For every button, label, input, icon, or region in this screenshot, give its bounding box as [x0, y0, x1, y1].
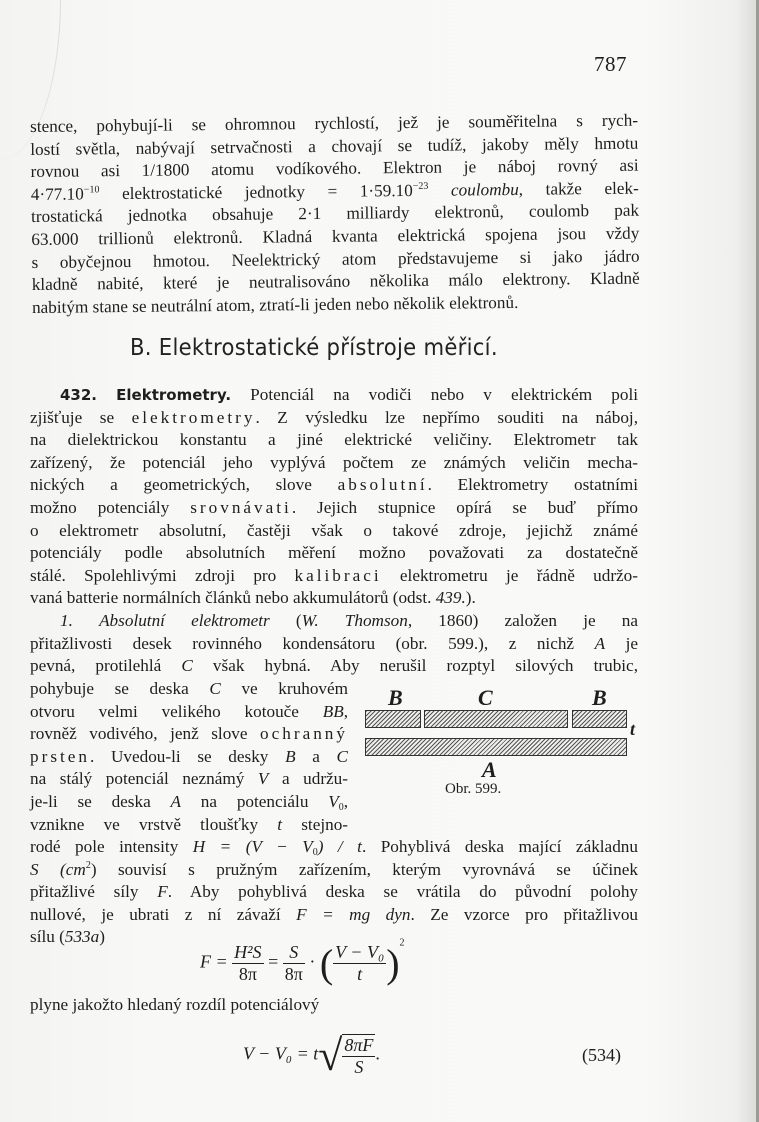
cross-reference: 533a	[64, 927, 100, 947]
text: . Ze vzorce pro přitažlivou	[410, 904, 639, 924]
formula-intro-text	[30, 994, 638, 1017]
cross-reference: 439.	[435, 588, 466, 608]
inline-equation: F = mg dyn	[296, 904, 411, 924]
text-line: kladně nabité, které je neutralisováno několika málo elektrony. Kladně	[31, 268, 640, 295]
fraction	[333, 942, 386, 985]
text: ve kruhovém	[220, 679, 348, 698]
text-line	[30, 768, 348, 791]
text: ,	[343, 701, 348, 721]
text-line	[30, 701, 348, 724]
fraction	[232, 942, 263, 985]
text-line	[30, 407, 638, 430]
numerator: H²S	[234, 942, 262, 962]
fraction	[342, 1034, 375, 1078]
inline-equation: H = (V − V	[192, 837, 313, 856]
text-line	[30, 384, 638, 407]
text: přitažlivé síly	[30, 882, 158, 902]
item-number: 1.	[60, 610, 73, 630]
text-line	[30, 746, 348, 769]
text: . Uvedou-li se desky	[90, 746, 286, 766]
numerator: S	[283, 942, 305, 964]
text-line	[30, 587, 638, 610]
text-line	[30, 610, 638, 633]
variable: C	[209, 679, 221, 698]
text: pevná, protilehlá	[30, 656, 182, 676]
label-ring-left: B	[388, 685, 403, 710]
emphasis: ochranný	[260, 724, 348, 744]
text-line: stence, pohybují-li se ohromnou rychlostí, jež je souměřitelna s rych-	[30, 110, 639, 136]
text: )	[90, 859, 97, 879]
guard-ring-right-plate	[572, 710, 627, 728]
text: souvisí s pružným zařízením, kterým vyrovnává se účinek	[96, 859, 639, 879]
text: přitažlivosti desek rovinného kondensátoru (obr. 599.), z nichž	[30, 633, 595, 653]
variable: F	[157, 882, 168, 902]
text: otvoru velmi velikého kotouče	[30, 701, 323, 721]
variable: V	[328, 791, 339, 811]
text-line	[30, 859, 638, 882]
text: )	[99, 927, 105, 947]
emphasis: srovnávati	[190, 497, 292, 517]
denominator: 8π	[284, 964, 303, 984]
variable: C	[336, 746, 348, 766]
text: pohybuje se deska	[30, 679, 210, 698]
text-line	[30, 723, 348, 746]
emphasis: kalibraci	[294, 565, 382, 585]
unit: (cm	[38, 859, 86, 879]
paren-close: )	[386, 941, 400, 986]
text: nullové, je ubrati z ní závaží	[30, 904, 297, 924]
text-line	[30, 497, 638, 520]
text-line	[30, 474, 638, 497]
equation-number: (534)	[582, 1045, 621, 1065]
text-line: potenciály podle absolutních měření možno považovati za dostatečně	[30, 543, 638, 563]
text: elektrostatické jednotky = 1·59.10	[99, 180, 413, 204]
variable: A	[594, 633, 606, 653]
text-line	[30, 836, 638, 859]
paragraph-force	[30, 836, 638, 949]
text: však hybná. Aby nerušil rozptyl silových trubic,	[192, 656, 638, 676]
multiply-dot: ·	[309, 951, 316, 972]
formula-lhs: F =	[200, 951, 228, 972]
equals-sign: =	[268, 951, 279, 972]
text: . Jejich stupnice opírá se buď přímo	[291, 497, 638, 517]
text-line: o elektrometr absolutní, častěji však o takové zdroje, jejichž známé	[30, 520, 638, 540]
text-line: zařízený, že potenciál jeho vyplývá počtem ze známých veličin mecha-	[30, 452, 638, 472]
variable: BB	[322, 701, 344, 721]
emphasis: prsten	[30, 746, 91, 766]
text: je-li se deska	[30, 791, 171, 811]
exponent: −23	[412, 180, 429, 192]
movable-plate-c	[424, 710, 568, 728]
label-ring-right: B	[592, 685, 607, 710]
text-line: 63.000 trillionů elektronů. Kladná kvanta elektrická spojena jsou vždy	[31, 223, 640, 249]
unit: coulombu	[428, 179, 519, 200]
formula-lhs: V − V₀ = t	[243, 1043, 319, 1064]
text: , 1860) založen je na	[407, 610, 638, 630]
label-plate-c: C	[478, 685, 493, 710]
text: nických a geometrických, slove	[30, 475, 338, 495]
numerator: 8πF	[344, 1034, 374, 1055]
text-line	[30, 904, 638, 927]
text-line: rovnou asi 1/1800 atomu vodíkového. Elektron je náboj rovný asi	[30, 155, 639, 182]
formula-force	[200, 937, 405, 987]
variable: A	[170, 791, 182, 811]
text: a udržu-	[268, 769, 348, 789]
text-line	[30, 881, 638, 904]
text: (	[269, 610, 302, 630]
text: stálé. Spolehlivými zdroji pro	[30, 565, 295, 585]
section-number: 432.	[60, 386, 98, 404]
text: zjišťuje se	[30, 407, 132, 427]
text: stejno-	[282, 814, 349, 834]
variable: t	[277, 814, 283, 834]
text-line: na dielektrickou konstantu a jiné elektrické veličiny. Elektrometr tak	[30, 430, 638, 450]
denominator: t	[357, 964, 363, 984]
inline-equation: ) / t	[317, 837, 362, 856]
paragraph-electrons	[30, 110, 640, 320]
text: , takže elek-	[518, 178, 639, 199]
label-plate-a: A	[482, 757, 497, 782]
fraction	[283, 942, 305, 985]
paren-open: (	[319, 941, 334, 986]
text-line	[30, 814, 348, 837]
section-heading: B. Elektrostatické přístroje měřicí.	[130, 335, 498, 361]
number: 4·77.10	[30, 184, 84, 204]
guard-ring-left-plate	[365, 710, 421, 728]
section-432-text	[30, 384, 638, 678]
text: . Pohyblivá deska mající základnu	[361, 837, 638, 856]
text: . Elektrometry ostatními	[427, 475, 638, 495]
text-line: nabitým stane se neutrální atom, ztratí-li jeden nebo několik elektronů.	[31, 292, 519, 317]
figure-caption: Obr. 599.	[445, 781, 502, 797]
denominator: S	[354, 1056, 364, 1077]
figure-wrap-text	[30, 678, 348, 836]
author-name: W. Thomson	[301, 610, 408, 630]
figure-599-capacitor-diagram	[350, 675, 636, 810]
text: ).	[465, 588, 476, 608]
numerator: V − V₀	[335, 942, 385, 962]
page-number: 787	[594, 52, 627, 76]
subscript: 0	[338, 801, 344, 813]
text: rovněž vodivého, jenž slove	[30, 724, 261, 744]
text: elektrometru je řádně udržo-	[381, 565, 638, 585]
text: na stálý potenciál neznámý	[30, 769, 258, 789]
variable: C	[181, 656, 193, 676]
text: na potenciálu	[181, 791, 329, 811]
text-line: plyne jakožto hledaný rozdíl potenciálový	[30, 995, 320, 1014]
text-line	[30, 565, 638, 588]
variable: B	[285, 746, 296, 766]
exponent: −10	[83, 184, 100, 196]
subscript: 0	[312, 847, 318, 858]
emphasis: elektrometry	[131, 407, 256, 427]
variable: V	[257, 769, 269, 789]
text: je	[605, 633, 638, 653]
text: . Aby pohyblivá deska se vrátila do původní polohy	[167, 882, 639, 902]
emphasis: absolutní	[337, 475, 428, 495]
text-line	[30, 678, 348, 701]
text-line	[30, 791, 348, 814]
text-line	[30, 633, 638, 656]
exponent: 2	[399, 937, 405, 949]
formula-potential-difference	[243, 1030, 380, 1081]
sqrt-sign: √	[318, 1031, 343, 1080]
text-line: lostí světla, nabývají setrvačnosti a chovají se tudíž, jakoby měly hmotu	[30, 133, 639, 159]
denominator: 8π	[238, 964, 257, 984]
text: možno potenciály	[30, 497, 191, 517]
text-line: trostatická jednotka obsahuje 2·1 milliardy elektronů, coulomb pak	[30, 201, 640, 227]
text-line: s obyčejnou hmotou. Neelektrický atom představujeme si jako jádro	[31, 246, 640, 272]
exponent: 2	[85, 859, 91, 871]
period: .	[375, 1043, 380, 1064]
variable: S	[30, 859, 39, 879]
text: vznikne ve vrstvě tloušťky	[30, 814, 278, 834]
section-title: Elektrometry.	[116, 386, 232, 404]
label-gap-t: t	[630, 719, 636, 739]
text: a	[295, 746, 337, 766]
text: Potenciál na vodiči nebo v elektrickém poli	[231, 385, 638, 404]
item-title: Absolutní elektrometr	[99, 610, 270, 630]
text: sílu (	[30, 927, 65, 947]
text: rodé pole intensity	[30, 837, 193, 856]
text: . Z výsledku lze nepřímo souditi na náboj,	[255, 407, 638, 427]
text: ,	[343, 791, 348, 811]
text: vaná batterie normálních článků nebo akkumulátorů (odst.	[30, 588, 436, 608]
fixed-plate-a	[365, 738, 627, 756]
